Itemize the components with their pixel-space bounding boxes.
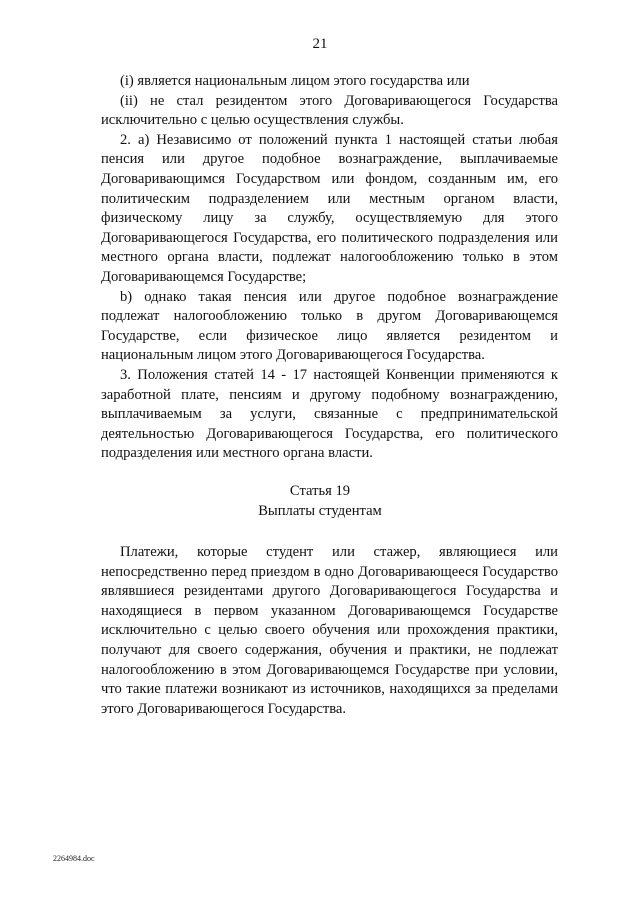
paragraph: (i) является национальным лицом этого государства или bbox=[120, 73, 470, 89]
paragraph: (ii) не стал резидентом этого Договаривающегося Государства исключительно с целью осуществления службы. bbox=[101, 92, 558, 129]
article-number: Статья 19 bbox=[289, 483, 351, 499]
article-19-body bbox=[101, 543, 558, 719]
paragraph: b) однако такая пенсия или другое подобное вознаграждение подлежат налогообложению только в другом Договаривающемся Государстве, если физическое лицо является резидентом и национальным лицом этого Договаривающегося Государства. bbox=[101, 288, 558, 364]
paragraph: Платежи, которые студент или стажер, являющиеся или непосредственно перед приездом в одно Договаривающееся Государство являвшиеся резидентами другого Договаривающегося Государства и находящиеся в первом указанном Договаривающемся Государстве исключительно с целью своего обучения или прохождения практики, получают для своего содержания, обучения и практики, не подлежат налогообложению в этом Договаривающемся Государстве при условии, что такие платежи возникают из источников, находящихся за пределами этого Договаривающегося Государства. bbox=[101, 544, 558, 717]
article-18-continuation bbox=[101, 72, 558, 464]
file-name-footer: 2264984.doc bbox=[53, 854, 95, 863]
paragraph: 3. Положения статей 14 - 17 настоящей Конвенции применяются к заработной плате, пенсиям и другому подобному вознаграждению, выплачиваемым за услуги, связанные с предпринимательской деятельностью Договаривающегося Государства, его политического подразделения или местного органа власти. bbox=[101, 366, 558, 462]
page-number: 21 bbox=[312, 36, 328, 52]
article-title: Выплаты студентам bbox=[258, 503, 382, 519]
paragraph: 2. a) Независимо от положений пункта 1 настоящей статьи любая пенсия или другое подобное вознаграждение, выплачиваемые Договаривающимся Государством или фондом, созданным им, его политическим подразделением или местным органом власти, физическому лицу за службу, осуществляемую для этого Договаривающегося Государства, его политического подразделения или местного органа власти, подлежат налогообложению только в этом Договаривающемся Государстве; bbox=[101, 131, 558, 285]
